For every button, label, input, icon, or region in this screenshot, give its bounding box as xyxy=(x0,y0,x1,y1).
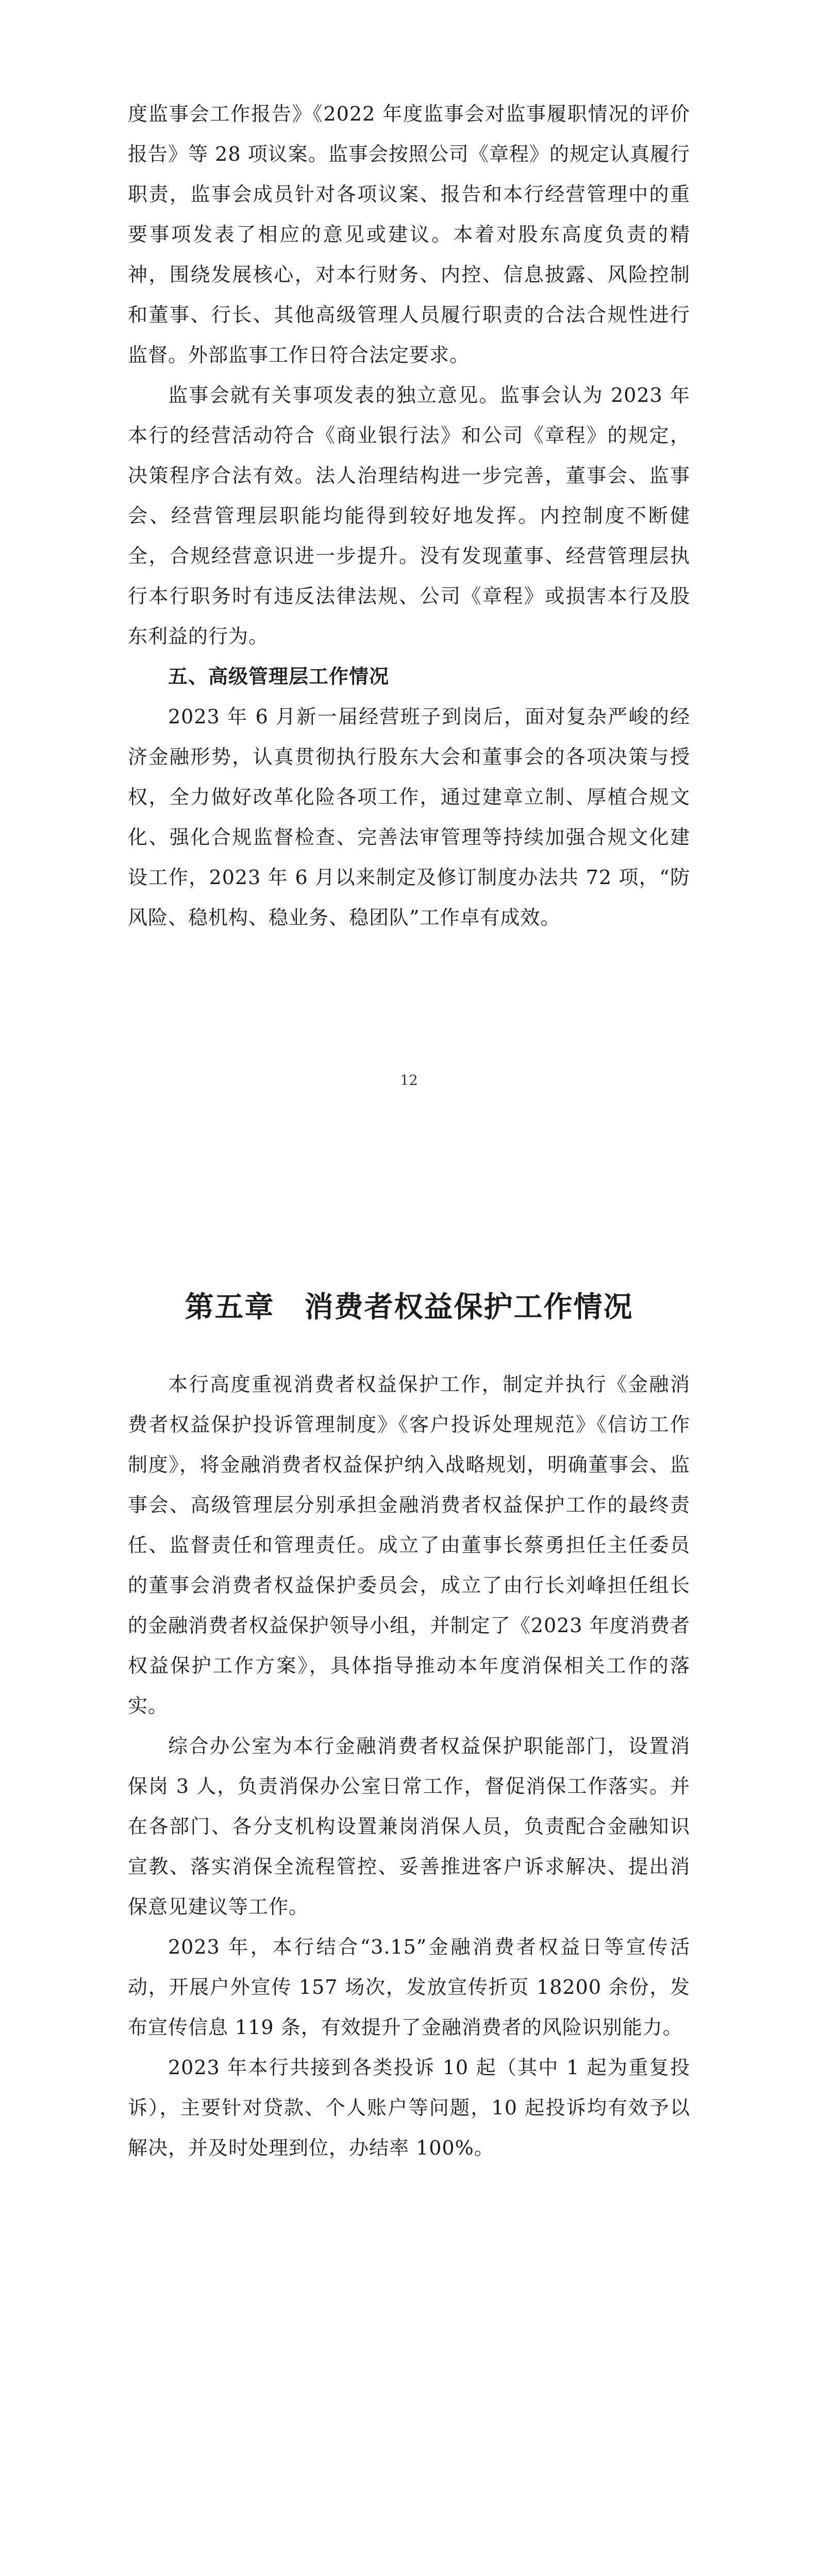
paragraph: 2023 年本行共接到各类投诉 10 起（其中 1 起为重复投诉），主要针对贷款、个人账户等问题，10 起投诉均有效予以解决，并及时处理到位，办结率 100%。 xyxy=(128,2056,690,2159)
page-body xyxy=(128,1364,690,2168)
chapter-title: 第五章 消费者权益保护工作情况 xyxy=(185,1291,633,1324)
paragraph: 综合办公室为本行金融消费者权益保护职能部门，设置消保岗 3 人，负责消保办公室日常工作，督促消保工作落实。并在各部门、各分支机构设置兼岗消保人员，负责配合金融知识宣教、落实消保全流程管控、妥善推进客户诉求解决、提出消保意见建议等工作。 xyxy=(128,1735,690,1918)
paragraph: 2023 年 6 月新一届经营班子到岗后，面对复杂严峻的经济金融形势，认真贯彻执行股东大会和董事会的各项决策与授权，全力做好改革化险各项工作，通过建章立制、厚植合规文化、强化合规监督检查、完善法审管理等持续加强合规文化建设工作，2023 年 6 月以来制定及修订制度办法共 72 项，“防风险、稳机构、稳业务、稳团队”工作卓有成效。 xyxy=(128,705,690,929)
section-heading: 五、高级管理层工作情况 xyxy=(168,665,390,688)
paragraph: 本行高度重视消费者权益保护工作，制定并执行《金融消费者权益保护投诉管理制度》《客户投诉处理规范》《信访工作制度》，将金融消费者权益保护纳入战略规划，明确董事会、监事会、高级管理层分别承担金融消费者权益保护工作的最终责任、监督责任和管理责任。成立了由董事长蔡勇担任主任委员的董事会消费者权益保护委员会，成立了由行长刘峰担任组长的金融消费者权益保护领导小组，并制定了《2023 年度消费者权益保护工作方案》，具体指导推动本年度消保相关工作的落实。 xyxy=(128,1373,690,1717)
document-page-12 xyxy=(0,0,818,1157)
paragraph: 2023 年，本行结合“3.15”金融消费者权益日等宣传活动，开展户外宣传 157 场次，发放宣传折页 18200 余份，发布宣传信息 119 条，有效提升了金融消费者的风险识别能力。 xyxy=(128,1936,690,2039)
paragraph: 监事会就有关事项发表的独立意见。监事会认为 2023 年本行的经营活动符合《商业银行法》和公司《章程》的规定，决策程序合法有效。法人治理结构进一步完善，董事会、监事会、经营管理层职能均能得到较好地发挥。内控制度不断健全，合规经营意识进一步提升。没有发现董事、经营管理层执行本行职务时有违反法律法规、公司《章程》或损害本行及股东利益的行为。 xyxy=(128,384,690,648)
page-number: 12 xyxy=(400,1073,418,1089)
paragraph: 度监事会工作报告》《2022 年度监事会对监事履职情况的评价报告》等 28 项议案。监事会按照公司《章程》的规定认真履行职责，监事会成员针对各项议案、报告和本行经营管理中的重要事项发表了相应的意见或建议。本着对股东高度负责的精神，围绕发展核心，对本行财务、内控、信息披露、风险控制和董事、行长、其他高级管理人员履行职责的合法合规性进行监督。外部监事工作日符合法定要求。 xyxy=(128,103,690,366)
document-page-13 xyxy=(0,1157,818,2313)
page-body xyxy=(128,94,690,938)
